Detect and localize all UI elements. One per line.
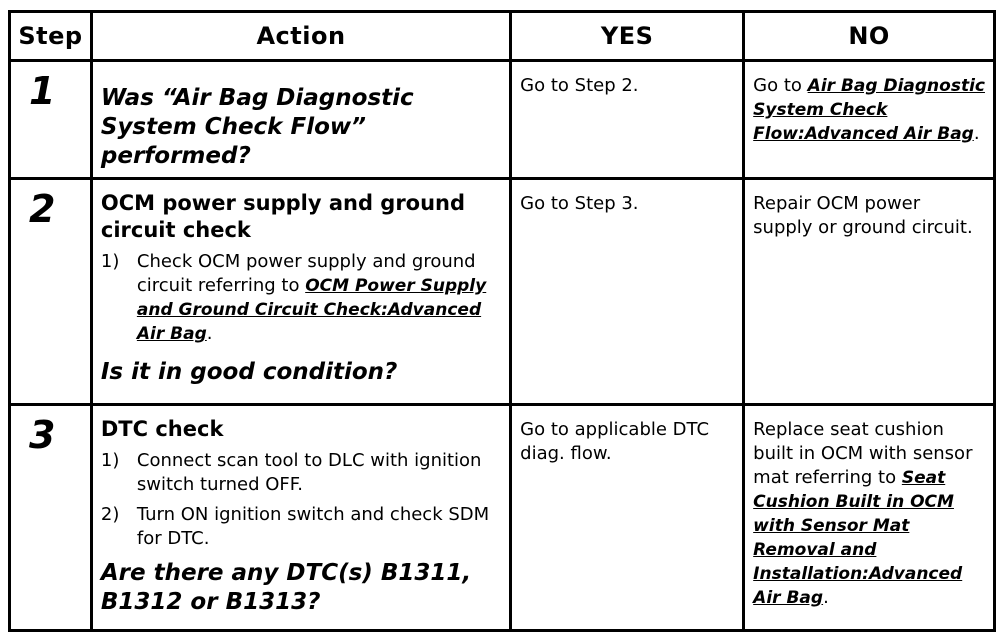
yes-cell: Go to applicable DTC diag. flow. [511, 405, 744, 631]
no-text: Go to [753, 75, 808, 96]
header-no: NO [744, 12, 995, 61]
check-heading: DTC check [100, 417, 224, 441]
instruction-list [101, 449, 501, 551]
check-heading: OCM power supply and ground circuit check [100, 191, 466, 242]
yes-cell: Go to Step 2. [511, 61, 744, 179]
header-row [10, 12, 995, 61]
item-text-body: Check OCM power supply and ground circuit referring to [136, 251, 476, 296]
no-cell: Repair OCM power supply or ground circuit. [744, 179, 995, 405]
item-text: Turn ON ignition switch and check SDM for DTC. [136, 504, 490, 549]
item-number: 2) [100, 504, 120, 525]
action-cell [91, 179, 510, 405]
list-item [101, 503, 501, 551]
action-cell [91, 61, 510, 179]
item-text [137, 250, 501, 346]
question-text: Are there any DTC(s) B1311, B1312 or B1313? [100, 560, 472, 615]
list-item [101, 250, 501, 346]
yes-cell: Go to Step 3. [511, 179, 744, 405]
reference-link[interactable]: Seat Cushion Built in OCM with Sensor Mat Removal and Installation:Advanced Air Bag [753, 468, 963, 608]
header-step: Step [10, 12, 92, 61]
question-text: Was “Air Bag Diagnostic System Check Flow” performed? [100, 85, 414, 169]
item-number: 1) [100, 450, 120, 471]
item-text-end: . [206, 323, 213, 344]
table-row [10, 405, 995, 631]
table-row [10, 179, 995, 405]
no-text-end: . [823, 587, 829, 608]
reference-link[interactable]: Air Bag Diagnostic System Check Flow:Advanced Air Bag [753, 76, 985, 144]
header-action: Action [91, 12, 510, 61]
instruction-list [101, 250, 501, 346]
diagnostic-table [8, 10, 996, 632]
header-yes: YES [511, 12, 744, 61]
question-text: Is it in good condition? [100, 359, 398, 385]
no-cell [744, 405, 995, 631]
step-number: 1 [10, 61, 92, 179]
action-cell [91, 405, 510, 631]
step-number: 2 [10, 179, 92, 405]
no-cell [744, 61, 995, 179]
item-text: Connect scan tool to DLC with ignition switch turned OFF. [136, 450, 482, 495]
table-row [10, 61, 995, 179]
item-number: 1) [100, 251, 120, 272]
step-number: 3 [10, 405, 92, 631]
reference-link[interactable]: OCM Power Supply and Ground Circuit Check:Advanced Air Bag [136, 276, 487, 344]
no-text-end: . [973, 123, 980, 144]
list-item [101, 449, 501, 497]
no-text: Replace seat cushion built in OCM with sensor mat referring to [753, 419, 973, 488]
